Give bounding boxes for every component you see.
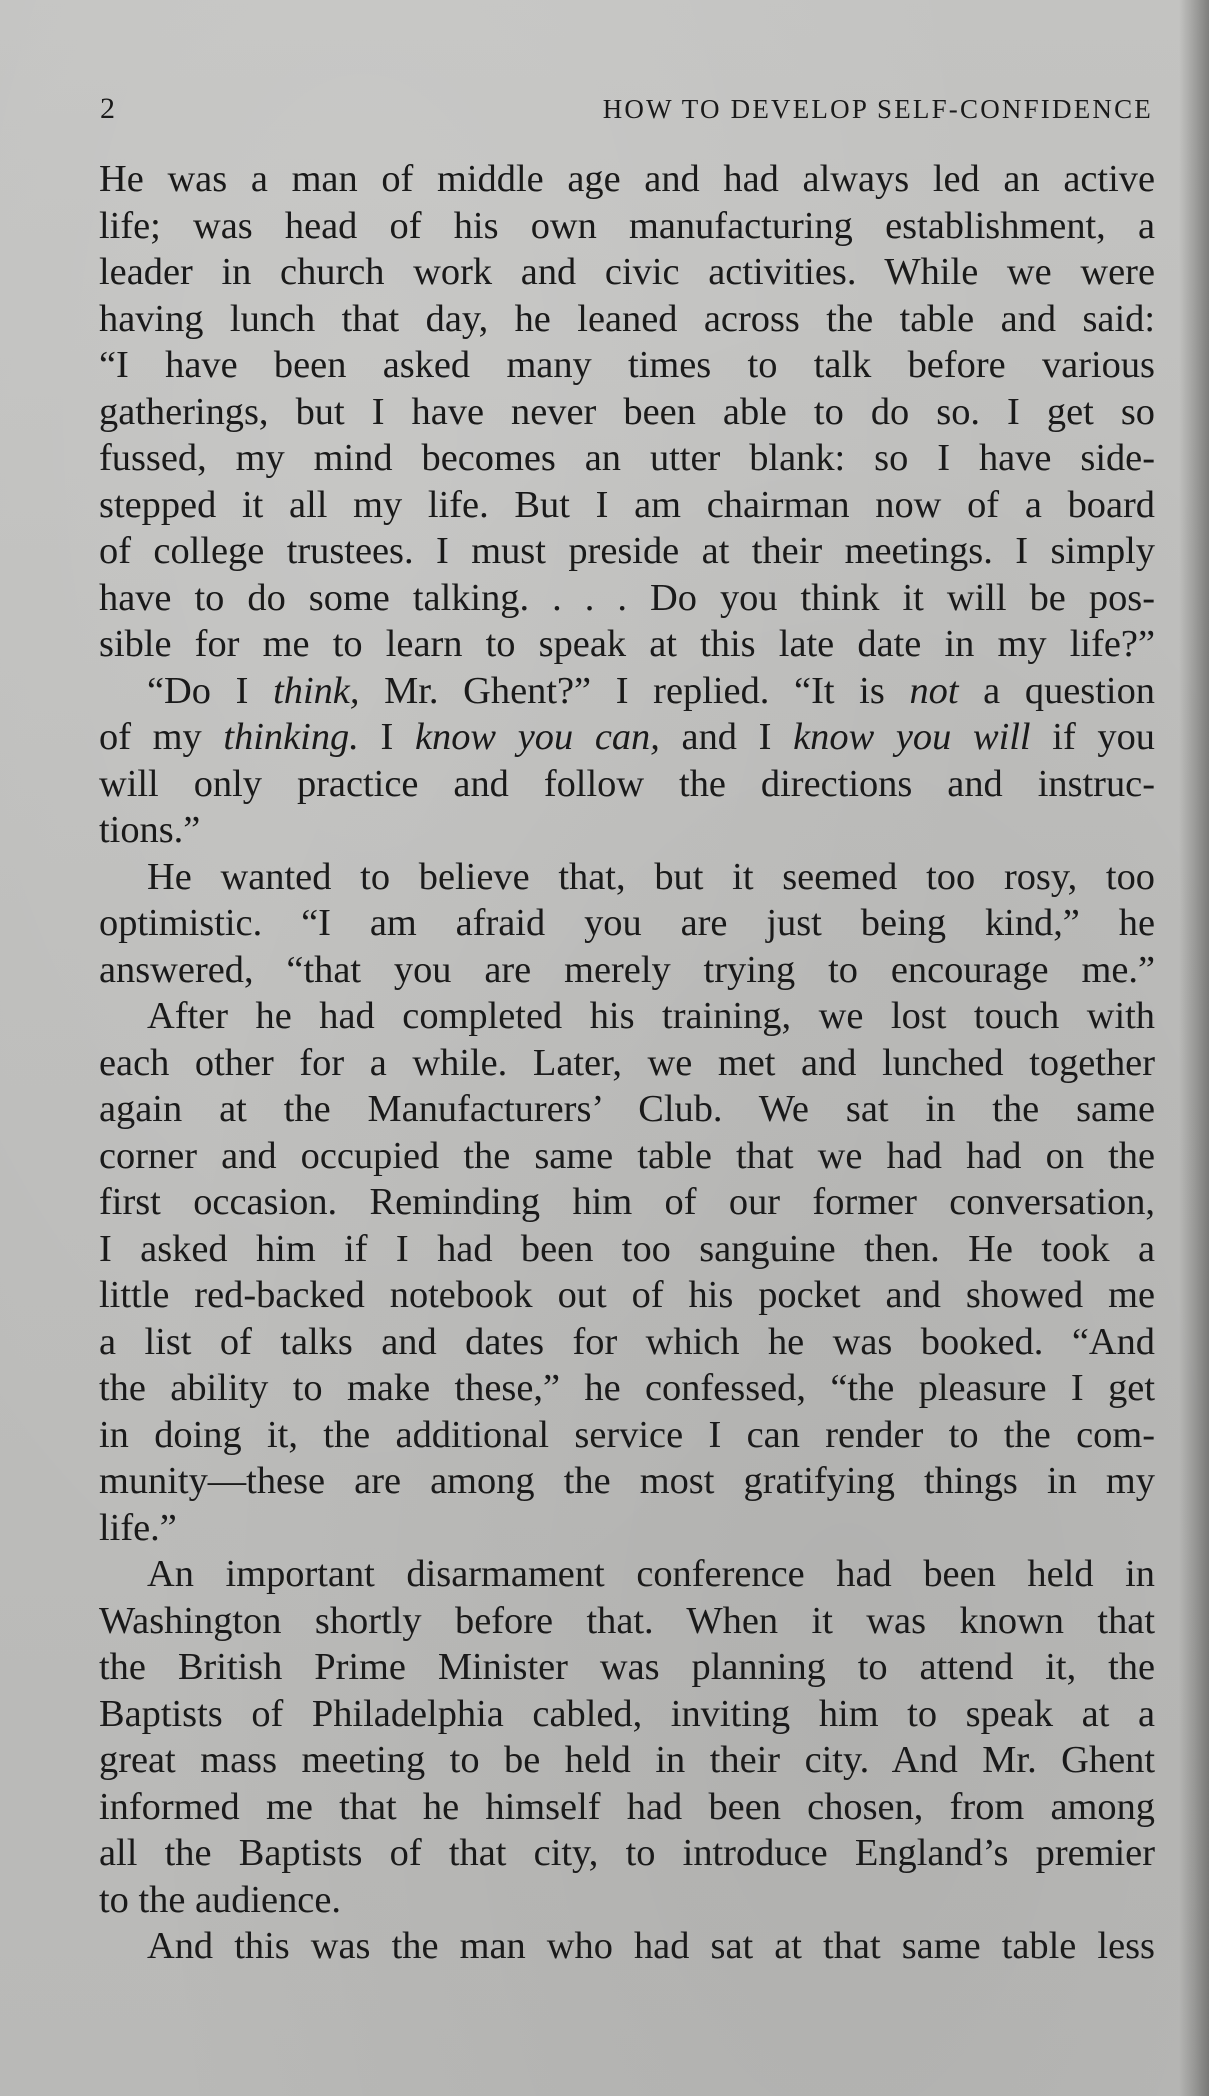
text-line: “I have been asked many times to talk before various — [99, 344, 1155, 386]
text-line: again at the Manufacturers’ Club. We sat in the same — [99, 1088, 1155, 1130]
italic-segment: thinking. — [223, 716, 359, 758]
italic-segment: not — [909, 669, 959, 712]
text-line: Baptists of Philadelphia cabled, inviting him to speak at a — [99, 1692, 1155, 1735]
text-line: optimistic. “I am afraid you are just being kind,” he — [99, 902, 1155, 944]
text-segment: if you — [1030, 716, 1155, 758]
text-line: great mass meeting to be held in their city. And Mr. Ghent — [99, 1739, 1155, 1781]
text-line: in doing it, the additional service I can render to the com- — [99, 1413, 1155, 1456]
text-line: corner and occupied the same table that we had had on the — [99, 1134, 1155, 1177]
paragraph-4 — [99, 993, 1155, 1551]
paragraph-6 — [99, 1923, 1155, 1970]
text-segment: and I — [659, 716, 794, 758]
text-line: first occasion. Reminding him of our former conversation, — [99, 1181, 1155, 1223]
text-segment: I — [358, 716, 415, 758]
text-line: each other for a while. Later, we met and lunched together — [99, 1041, 1155, 1084]
text-segment: Mr. Ghent?” I replied. “It is — [359, 669, 910, 712]
text-line: the ability to make these,” he confessed, “the pleasure I get — [99, 1367, 1155, 1409]
text-line: After he had completed his training, we lost touch with — [147, 995, 1155, 1037]
text-line — [99, 714, 1155, 761]
text-segment: a question — [958, 669, 1155, 712]
text-line: munity—these are among the most gratifying things in my — [99, 1460, 1155, 1502]
text-line: all the Baptists of that city, to introduce England’s premier — [99, 1832, 1155, 1874]
body-text — [99, 156, 1155, 1970]
paragraph-5 — [99, 1551, 1155, 1923]
spine-shadow — [1179, 0, 1209, 2096]
text-segment: of my — [99, 716, 224, 758]
text-line: And this was the man who had sat at that same table less — [147, 1925, 1155, 1967]
text-line: having lunch that day, he leaned across the table and said: — [99, 297, 1155, 340]
text-line: have to do some talking. . . . Do you think it will be pos- — [99, 576, 1155, 619]
text-line: Washington shortly before that. When it was known that — [99, 1599, 1155, 1642]
text-segment: “Do I — [147, 669, 274, 712]
text-line: leader in church work and civic activities. While we were — [99, 251, 1155, 293]
italic-segment: know you will — [793, 716, 1031, 758]
text-line: answered, “that you are merely trying to encourage me.” — [99, 948, 1155, 991]
text-line: little red-backed notebook out of his pocket and showed me — [99, 1274, 1155, 1316]
page-header — [100, 92, 1153, 132]
text-line: gatherings, but I have never been able to do so. I get so — [99, 390, 1155, 433]
text-line: life.” — [99, 1506, 177, 1549]
running-title: HOW TO DEVELOP SELF-CONFIDENCE — [602, 94, 1153, 124]
page-number: 2 — [100, 92, 116, 125]
paragraph-1 — [99, 156, 1155, 668]
text-line: the British Prime Minister was planning to attend it, the — [99, 1646, 1155, 1688]
text-line: informed me that he himself had been chosen, from among — [99, 1785, 1155, 1828]
text-line: tions.” — [99, 809, 201, 851]
text-line: sible for me to learn to speak at this late date in my life?” — [99, 623, 1155, 665]
text-line: life; was head of his own manufacturing establishment, a — [99, 204, 1155, 247]
text-line: He was a man of middle age and had always led an active — [99, 158, 1155, 200]
paragraph-2 — [99, 668, 1155, 854]
text-line: stepped it all my life. But I am chairman now of a board — [99, 483, 1155, 526]
text-line: He wanted to believe that, but it seemed too rosy, too — [147, 855, 1155, 898]
text-line: a list of talks and dates for which he was booked. “And — [99, 1320, 1155, 1363]
text-line: will only practice and follow the directions and instruc- — [99, 762, 1155, 805]
text-line: fussed, my mind becomes an utter blank: so I have side- — [99, 437, 1155, 479]
italic-segment: know you can, — [414, 716, 660, 758]
text-line: of college trustees. I must preside at their meetings. I simply — [99, 530, 1155, 572]
text-line: An important disarmament conference had been held in — [147, 1553, 1155, 1595]
italic-segment: think, — [273, 669, 360, 712]
text-line — [99, 668, 1155, 715]
text-line: I asked him if I had been too sanguine then. He took a — [99, 1227, 1155, 1270]
text-line: to the audience. — [99, 1878, 341, 1921]
paragraph-3 — [99, 854, 1155, 994]
